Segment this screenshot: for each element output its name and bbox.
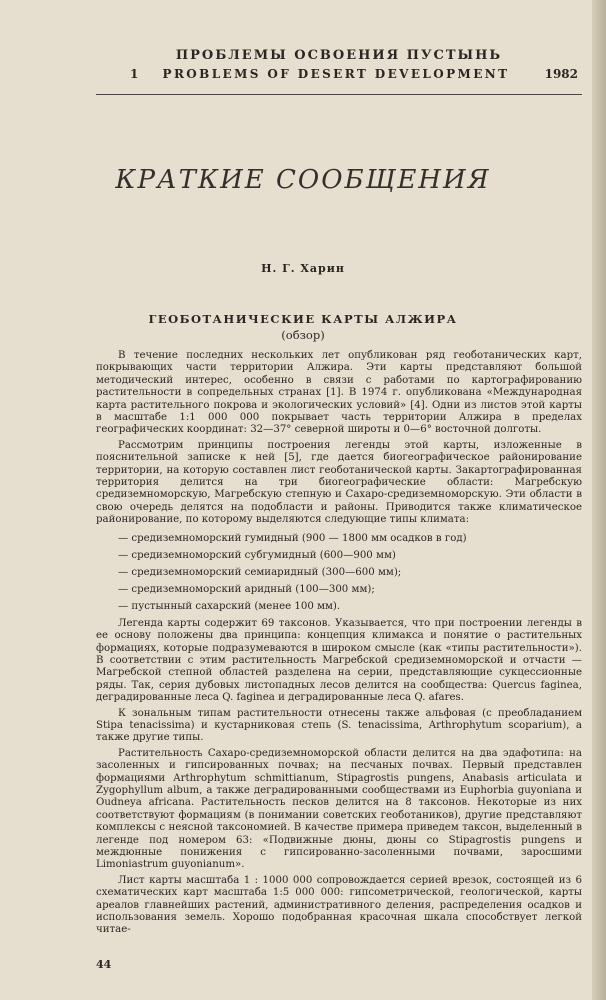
header-rule xyxy=(96,94,582,95)
article-title: ГЕОБОТАНИЧЕСКИЕ КАРТЫ АЛЖИРА xyxy=(148,312,458,326)
list-item: — средиземноморский аридный (100—300 мм); xyxy=(118,583,375,595)
paragraph: К зональным типам растительности отнесены также альфовая (с преобладанием Stipa tenacissima) и кустарниковая степь (S. tenacissima, Arthrophytum scoparium), а также другие типы. xyxy=(96,707,582,744)
journal-title-en: PROBLEMS OF DESERT DEVELOPMENT xyxy=(162,67,510,81)
list-item: — средиземноморский семиаридный (300—600 мм); xyxy=(118,566,402,578)
header-row xyxy=(96,67,582,85)
paragraph: Рассмотрим принципы построения легенды этой карты, изложенные в пояснительной записке к ней [5], где дается биогеографическое районирование территории, на которую составлен лист геоботанической карты. Закартографированная территория делится на три биогеографические области: Магребскую средиземноморскую, Магребскую степную и Сахаро-средиземноморскую. Эти области в свою очередь делятся на подобласти и районы. Приводится также климатическое районирование, по которому выделяются следующие типы климата: xyxy=(96,439,582,526)
publication-year: 1982 xyxy=(544,67,578,81)
page-number: 44 xyxy=(96,958,112,971)
list-item: — средиземноморский гумидный (900 — 1800 мм осадков в год) xyxy=(118,532,467,544)
paragraph: Легенда карты содержит 69 таксонов. Указывается, что при построении легенды в ее основу положены два принципа: концепция климакса и понятие о растительных формациях, которые подразумеваются в широком смысле (как «типы растительности»). В соответствии с этим растительность Магребской средиземноморской и отчасти — Магребской степной областей разделена на серии, представляющие сукцессионные ряды. Так, серия дубовых листопадных лесов делится на сообщества: Quercus faginea, деградированные леса Q. faginea и деградированные леса Q. afares. xyxy=(96,617,582,704)
issue-number: 1 xyxy=(130,67,139,81)
article-subtitle: (обзор) xyxy=(281,328,325,342)
section-title: КРАТКИЕ СООБЩЕНИЯ xyxy=(115,165,491,195)
paragraph: Растительность Сахаро-средиземноморской области делится на два эдафотипа: на засоленных и гипсированных почвах; на песчаных почвах. Первый представлен формациями Arthrophytum schmittianum, Stipagrostis pungens, Anabasis articulata и Zygophyllum album, а также деградированными сообществами из Euphorbia guyoniana и Oudneya africana. Растительность песков делится на 8 таксонов. Некоторые из них соответствуют формациям (в понимании советских геоботаников), другие представляют комплексы с неясной таксономией. В качестве примера приведем таксон, выделенный в легенде под номером 63: «Подвижные дюны, дюны со Stipagrostis pungens и междюнные понижения с гипсированно-засоленными почвами, заросшими Limoniastrum guyonianum». xyxy=(96,747,582,871)
paragraph: Лист карты масштаба 1 : 1000 000 сопровождается серией врезок, состоящей из 6 схематических карт масштаба 1:5 000 000: гипсометрической, геологической, карты ареалов главнейших растений, административного деления, распределения осадков и использования земель. Хорошо подобранная красочная шкала способствует легкой читае- xyxy=(96,874,582,936)
list-item: — средиземноморский субгумидный (600—900 мм) xyxy=(118,549,396,561)
author-name: Н. Г. Харин xyxy=(261,262,345,275)
journal-title-ru: ПРОБЛЕМЫ ОСВОЕНИЯ ПУСТЫНЬ xyxy=(175,48,503,63)
running-header xyxy=(96,48,582,96)
list-item: — пустынный сахарский (менее 100 мм). xyxy=(118,600,341,612)
climate-types-list xyxy=(96,530,582,615)
page-spine-shadow xyxy=(592,0,606,1000)
article-body xyxy=(96,350,582,940)
paragraph: В течение последних нескольких лет опубликован ряд геоботанических карт, покрывающих части территории Алжира. Эти карты представляют большой методический интерес, особенно в связи с работами по картографированию растительности в сопредельных странах [1]. В 1974 г. опубликована «Международная карта растительного покрова и экологических условий» [4]. Одни из листов этой карты в масштабе 1:1 000 000 покрывает часть территории Алжира в пределах географических координат: 32—37° северной широты и 0—6° восточной долготы. xyxy=(96,350,582,436)
